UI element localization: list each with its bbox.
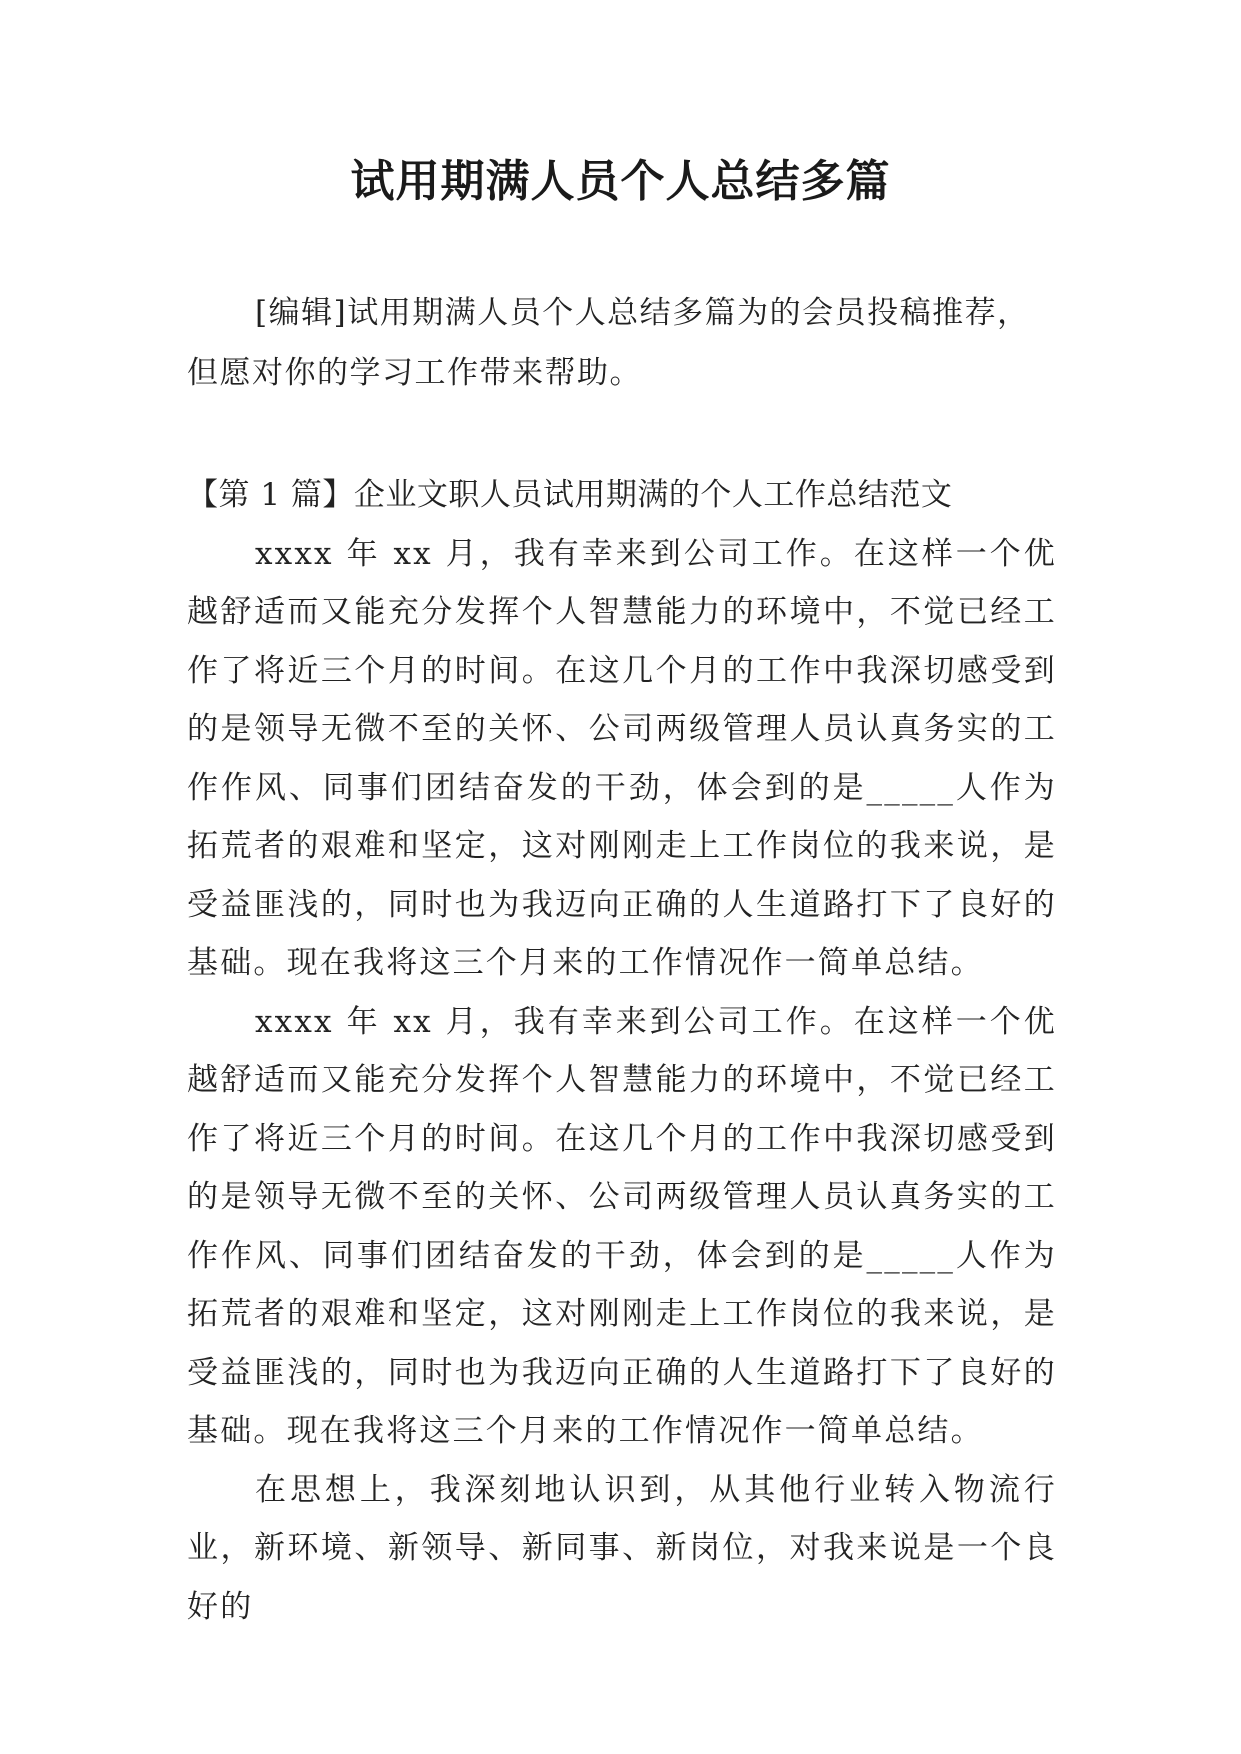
intro-paragraph: [编辑]试用期满人员个人总结多篇为的会员投稿推荐，但愿对你的学习工作带来帮助。 — [187, 295, 1030, 391]
article-section — [187, 466, 1057, 1636]
body-paragraph: 在思想上，我深刻地认识到，从其他行业转入物流行业，新环境、新领导、新同事、新岗位，对我来说是一个良好的 — [187, 1471, 1057, 1625]
section-heading: 【第 1 篇】企业文职人员试用期满的个人工作总结范文 — [187, 477, 953, 513]
document-title: 试用期满人员个人总结多篇 — [350, 156, 891, 207]
body-paragraph: xxxx 年 xx 月，我有幸来到公司工作。在这样一个优越舒适而又能充分发挥个人智慧能力的环境中，不觉已经工作了将近三个月的时间。在这几个月的工作中我深切感受到的是领导无微不至的关怀、公司两级管理人员认真务实的工作作风、同事们团结奋发的干劲，体会到的是_____人作为拓荒者的艰难和坚定，这对刚刚走上工作岗位的我来说，是受益匪浅的，同时也为我迈向正确的人生道路打下了良好的基础。现在我将这三个月来的工作情况作一简单总结。 — [187, 1003, 1057, 1449]
body-paragraph: xxxx 年 xx 月，我有幸来到公司工作。在这样一个优越舒适而又能充分发挥个人智慧能力的环境中，不觉已经工作了将近三个月的时间。在这几个月的工作中我深切感受到的是领导无微不至的关怀、公司两级管理人员认真务实的工作作风、同事们团结奋发的干劲，体会到的是_____人作为拓荒者的艰难和坚定，这对刚刚走上工作岗位的我来说，是受益匪浅的，同时也为我迈向正确的人生道路打下了良好的基础。现在我将这三个月来的工作情况作一简单总结。 — [187, 535, 1057, 981]
